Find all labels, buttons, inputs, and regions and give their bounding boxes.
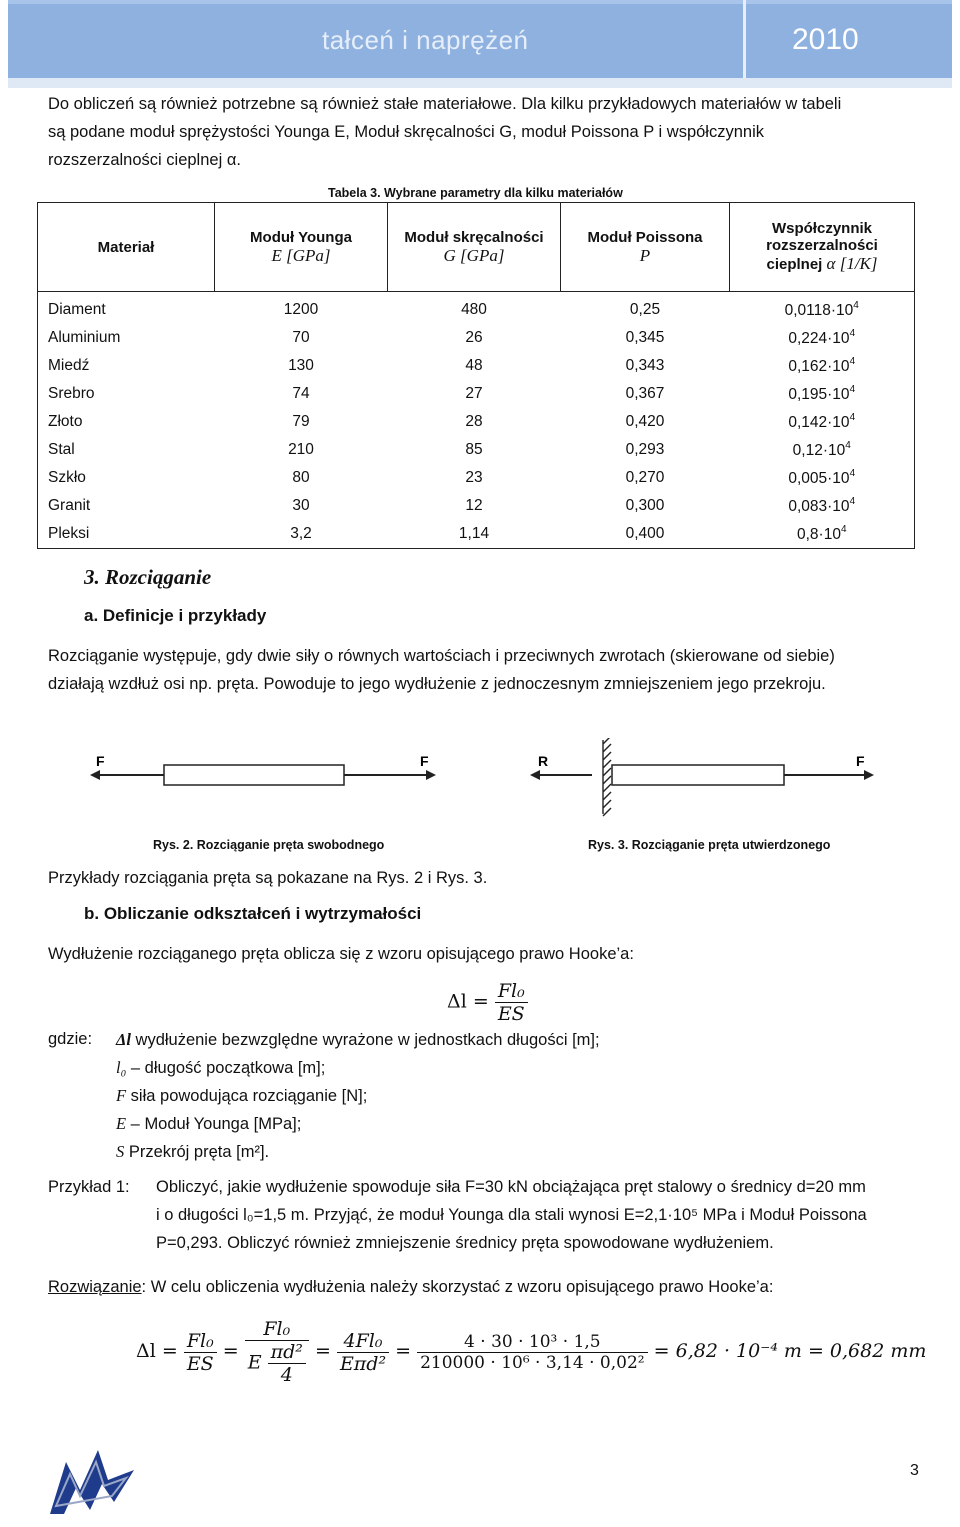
calc-result: = 6,82 · 10⁻⁴ m = 0,682 mm — [653, 1340, 927, 1362]
wall-hatch — [603, 738, 611, 816]
cell-thermal: $0,195\cdot 10^4$ — [788, 384, 856, 403]
def-delta-l: Δl wydłużenie bezwzględne wyrażone w jednostkach długości [m]; — [116, 1030, 600, 1049]
fig3-left-label: R — [538, 753, 549, 769]
example-line-2: i o długości l₀=1,5 m. Przyjąć, że moduł Younga dla stali wynosi E=2,1·10⁵ MPa i Moduł Poissona — [156, 1206, 867, 1224]
col-shear: Moduł skręcalności G [GPa] — [388, 203, 561, 292]
def-l0: l₀ – długość początkowa [m]; — [116, 1058, 326, 1077]
table-row — [38, 292, 915, 325]
cell-shear: 48 — [465, 357, 483, 374]
col-thermal: Współczynnik rozszerzalności cieplnej α [1/K] — [730, 203, 915, 292]
cell-poisson: 0,420 — [625, 413, 665, 430]
hooke-intro: Wydłużenie rozciąganego pręta oblicza się z wzoru opisującego prawo Hooke’a: — [48, 945, 634, 963]
examples-text: Przykłady rozciągania pręta są pokazane na Rys. 2 i Rys. 3. — [48, 869, 488, 887]
hooke-fraction: $\frac{\text{Fl₀}}{ES}$ — [495, 980, 528, 1025]
calc-frac-4: $\frac{\text{4 · 30 · 10³ · 1,5}}{\text{210000 · 10⁶ · 3,14 · 0,02²}}$ — [417, 1332, 648, 1373]
table-row — [38, 464, 915, 492]
cell-thermal: $0,005\cdot 10^4$ — [788, 468, 856, 487]
cell-shear: 23 — [465, 469, 483, 486]
company-logo — [46, 1440, 138, 1518]
col-material: Materiał — [38, 203, 215, 292]
subsection-b-heading: b. Obliczanie odkształceń i wytrzymałości — [84, 904, 422, 923]
cell-shear: 28 — [465, 413, 483, 430]
cell-poisson: 0,270 — [625, 469, 665, 486]
cell-poisson: 0,25 — [629, 301, 661, 318]
example-line-1: Obliczyć, jakie wydłużenie spowoduje siła F=30 kN obciążająca pręt stalowy o średnicy d=20 mm — [156, 1178, 866, 1196]
cell-young: 70 — [292, 329, 310, 346]
def-E: E – Moduł Younga [MPa]; — [116, 1114, 302, 1133]
cell-poisson: 0,293 — [625, 441, 665, 458]
definition-line-1: Rozciąganie występuje, gdy dwie siły o równych wartościach i przeciwnych zwrotach (skierowane od siebie) — [48, 647, 835, 665]
force-arrowhead — [864, 770, 874, 780]
def-S: S Przekrój pręta [m²]. — [116, 1142, 270, 1161]
subsection-a-heading: a. Definicje i przykłady — [84, 606, 267, 625]
cell-poisson: 0,345 — [625, 329, 665, 346]
cell-young: 30 — [292, 497, 310, 514]
cell-material: Szkło — [48, 469, 86, 486]
definitions-list — [116, 1026, 600, 1166]
reaction-arrowhead — [530, 770, 540, 780]
materials-table — [37, 202, 915, 549]
cell-young: 3,2 — [290, 525, 312, 542]
cell-thermal: $0,0118\cdot 10^4$ — [784, 300, 859, 319]
calc-frac-2: Fl₀ E $\frac{\text{πd²}}{4}$ — [245, 1318, 309, 1386]
cell-material: Granit — [48, 497, 91, 514]
where-label: gdzie: — [48, 1030, 93, 1048]
cell-shear: 1,14 — [458, 525, 490, 542]
calculation-formula: Δl = $\frac{\text{Fl₀}}{ES}$ = Fl₀ E $\frac{\text{πd²}}{4}$ = $\frac{\text{4Fl₀}}{\text{Eπd²}}$ = $\frac{\text{4 · 30 · 10³ · 1,5}}{\text{210000 · 10⁶ · 3,14 · 0,02²}}$ = 6,82 · 10⁻⁴ m = 0,682 mm — [136, 1318, 927, 1386]
cell-poisson: 0,400 — [625, 525, 665, 542]
intro-line-1: Do obliczeń są również potrzebne są również stałe materiałowe. Dla kilku przykładowych materiałów w tabeli — [48, 95, 842, 113]
table-row — [38, 380, 915, 408]
calc-frac-3: $\frac{\text{4Fl₀}}{\text{Eπd²}}$ — [337, 1330, 389, 1375]
cell-poisson: 0,343 — [625, 357, 665, 374]
col-young: Moduł Younga E [GPa] — [215, 203, 388, 292]
cell-shear: 12 — [465, 497, 483, 514]
section-heading: 3. Rozciąganie — [84, 565, 212, 589]
table-row — [38, 408, 915, 436]
table-row — [38, 352, 915, 380]
cell-thermal: $0,162\cdot 10^4$ — [788, 356, 856, 375]
cell-young: 80 — [292, 469, 310, 486]
cell-poisson: 0,367 — [625, 385, 665, 402]
intro-line-2: są podane moduł sprężystości Younga E, Moduł skręcalności G, moduł Poissona P i współczynnik — [48, 123, 764, 141]
cell-material: Diament — [48, 301, 106, 318]
cell-shear: 26 — [465, 329, 483, 346]
cell-thermal: $0,142\cdot 10^4$ — [788, 412, 856, 431]
table-caption: Tabela 3. Wybrane parametry dla kilku materiałów — [328, 186, 623, 200]
cell-material: Stal — [48, 441, 75, 458]
cell-thermal: $0,8\cdot 10^4$ — [796, 524, 847, 543]
right-arrowhead — [426, 770, 436, 780]
cell-material: Złoto — [48, 413, 83, 430]
fig2-right-label: F — [420, 753, 429, 769]
cell-shear: 85 — [465, 441, 483, 458]
left-arrowhead — [90, 770, 100, 780]
table-header-row — [38, 203, 915, 292]
figure-free-bar — [90, 745, 440, 805]
calc-frac-1: $\frac{\text{Fl₀}}{ES}$ — [184, 1330, 217, 1375]
solution-label: Rozwiązanie — [48, 1278, 142, 1296]
hooke-formula: Δl = $\frac{\text{Fl₀}}{ES}$ — [447, 980, 528, 1025]
table-row — [38, 436, 915, 464]
cell-material: Srebro — [48, 385, 95, 402]
cell-young: 130 — [288, 357, 314, 374]
page-number: 3 — [910, 1462, 919, 1479]
header-year: 2010 — [792, 23, 859, 56]
fig3-right-label: F — [856, 753, 865, 769]
cell-poisson: 0,300 — [625, 497, 665, 514]
cell-young: 210 — [288, 441, 314, 458]
figure-fixed-bar — [530, 738, 880, 818]
fig3-caption: Rys. 3. Rozciąganie pręta utwierdzonego — [588, 838, 831, 852]
header-title: tałceń i naprężeń — [322, 25, 529, 55]
cell-material: Miedź — [48, 357, 90, 374]
cell-material: Pleksi — [48, 525, 90, 542]
col-poisson: Moduł Poissona P — [561, 203, 730, 292]
example-line-3: P=0,293. Obliczyć również zmniejszenie średnicy pręta spowodowane wydłużeniem. — [156, 1234, 774, 1252]
cell-thermal: $0,224\cdot 10^4$ — [788, 328, 856, 347]
cell-thermal: $0,083\cdot 10^4$ — [788, 496, 856, 515]
table-row — [38, 492, 915, 520]
example-label: Przykład 1: — [48, 1178, 130, 1196]
table-row — [38, 520, 915, 549]
cell-shear: 27 — [465, 385, 483, 402]
intro-line-3: rozszerzalności cieplnej α. — [48, 151, 241, 169]
free-bar-rect — [164, 765, 344, 785]
page-header — [0, 0, 960, 90]
fig2-caption: Rys. 2. Rozciąganie pręta swobodnego — [153, 838, 385, 852]
definition-line-2: działają wzdłuż osi np. pręta. Powoduje to jego wydłużenie z jednoczesnym zmniejszeniem jego przekroju. — [48, 675, 826, 693]
cell-shear: 480 — [461, 301, 487, 318]
table-row — [38, 324, 915, 352]
cell-thermal: $0,12\cdot 10^4$ — [792, 440, 851, 459]
cell-young: 79 — [292, 413, 310, 430]
cell-material: Aluminium — [48, 329, 121, 346]
fig2-left-label: F — [96, 753, 105, 769]
table-body — [38, 292, 915, 549]
header-divider — [743, 0, 746, 78]
cell-young: 1200 — [283, 301, 319, 318]
fixed-bar-rect — [612, 765, 784, 785]
cell-young: 74 — [292, 385, 310, 402]
solution-line: Rozwiązanie: W celu obliczenia wydłużenia należy skorzystać z wzoru opisującego prawo Hooke’a: — [48, 1278, 774, 1296]
def-F: F siła powodująca rozciąganie [N]; — [116, 1086, 368, 1105]
